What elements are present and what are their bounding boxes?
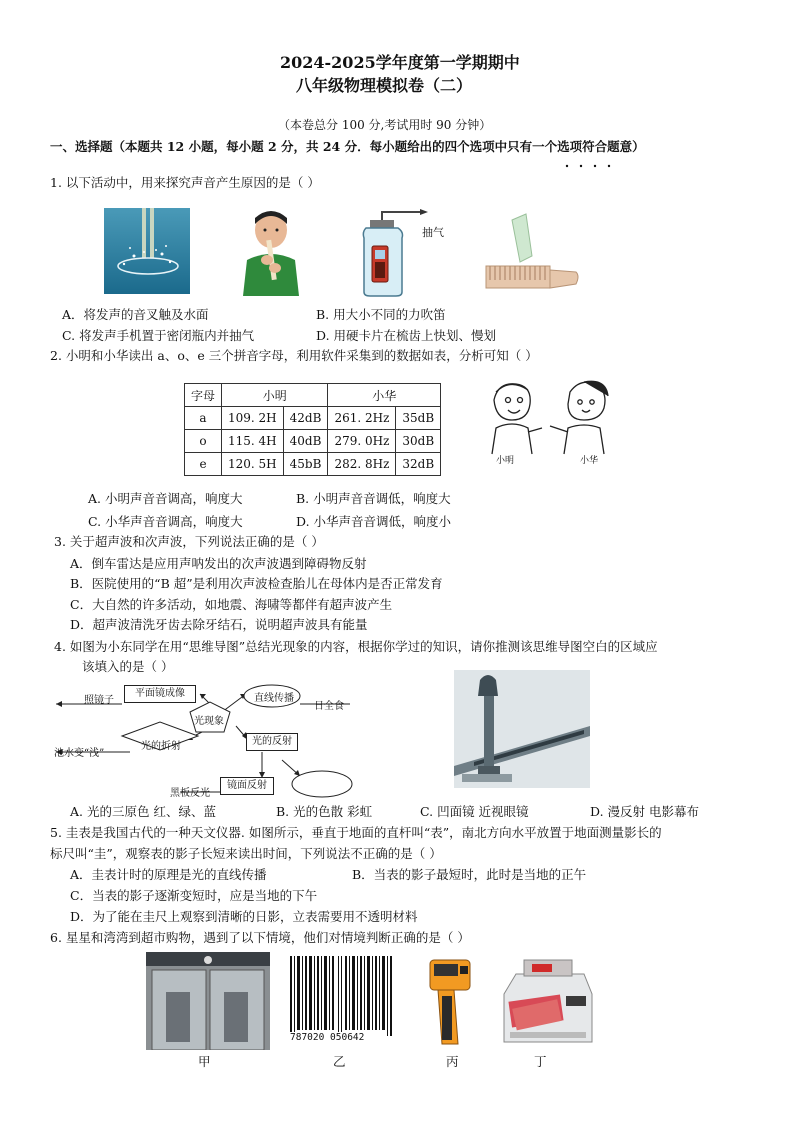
table-cell: 35dB	[396, 407, 441, 430]
q6-label-ding: 丁	[534, 1054, 547, 1069]
section-heading: 一、选择题（本题共 12 小题，每小题 2 分，共 24 分．每小题给出的四个选项中只有一个选项符合题意）	[50, 139, 645, 154]
q4-stem-line2: 该填入的是（ ）	[82, 659, 174, 674]
table-cell: 32dB	[396, 453, 441, 476]
mindmap-plane-mirror: 平面镜成像	[124, 685, 196, 703]
table-header-cell: 字母	[185, 384, 222, 407]
table-header-row	[185, 384, 441, 407]
q1-option-b: B. 用大小不同的力吹笛	[316, 307, 446, 322]
table-row	[185, 453, 441, 476]
q1-fig-comb-card	[482, 210, 582, 296]
mindmap-straight-line: 直线传播	[254, 693, 294, 704]
q2-fig-label-xiaohua: 小华	[580, 456, 599, 466]
mindmap-blackboard: 黑板反光	[170, 788, 210, 799]
q6-fig-money-counter	[496, 954, 596, 1050]
q1-fig-tuning-fork-water	[104, 208, 190, 294]
mindmap-pool: 池水变“浅”	[54, 748, 105, 759]
q2-option-a: A. 小明声音音调高，响度大	[88, 491, 243, 506]
q5-option-c: C．当表的影子逐渐变短时，应是当地的下午	[70, 888, 318, 903]
table-header-cell: 小明	[222, 384, 328, 407]
table-cell: 30dB	[396, 430, 441, 453]
q2-option-b: B. 小明声音音调低，响度大	[296, 491, 451, 506]
emphasis-dots	[561, 156, 621, 160]
mindmap-refraction: 光的折射	[141, 741, 181, 752]
q2-option-c: C. 小华声音音调高，响度大	[88, 514, 243, 529]
mindmap-specular: 镜面反射	[220, 777, 274, 795]
q6-label-yi: 乙	[333, 1054, 346, 1069]
q3-option-d: D．超声波清洗牙齿去除牙结石，说明超声波具有能量	[70, 617, 368, 632]
q1-option-d: D. 用硬卡片在梳齿上快划、慢划	[316, 328, 497, 343]
q2-option-d: D. 小华声音音调低，响度小	[296, 514, 452, 529]
q6-fig-barcode	[286, 952, 398, 1044]
q5-option-a: A．圭表计时的原理是光的直线传播	[70, 867, 267, 882]
q1-option-c: C. 将发声手机置于密闭瓶内并抽气	[62, 328, 255, 343]
q4-option-d: D. 漫反射 电影幕布	[590, 804, 699, 819]
table-cell: 120. 5H	[222, 453, 284, 476]
q2-fig-two-kids	[484, 378, 614, 456]
q2-fig-label-xiaoming: 小明	[496, 456, 515, 466]
table-cell: 40dB	[283, 430, 328, 453]
q1-fig-boy-flute	[233, 204, 309, 296]
q6-label-bing: 丙	[446, 1054, 459, 1069]
q6-stem: 6. 星星和湾湾到超市购物，遇到了以下情境，他们对情境判断正确的是（ ）	[50, 930, 470, 945]
q4-fig-gnomon-photo	[454, 670, 590, 788]
q3-option-a: A．倒车雷达是应用声呐发出的次声波遇到障碍物反射	[70, 556, 367, 571]
q2-stem: 2. 小明和小华读出 a、o、e 三个拼音字母，利用软件采集到的数据如表，分析可知（ ）	[50, 348, 538, 363]
mindmap-mirror-use: 照镜子	[84, 695, 114, 706]
exam-title-line1: 2024-2025学年度第一学期期中	[280, 53, 520, 72]
q4-option-b: B. 光的色散 彩虹	[276, 804, 373, 819]
q1-fig-phone-jar	[360, 208, 450, 298]
q4-option-c: C. 凹面镜 近视眼镜	[420, 804, 529, 819]
q5-option-b: B．当表的影子最短时，此时是当地的正午	[352, 867, 587, 882]
exam-note: （本卷总分 100 分,考试用时 90 分钟）	[278, 118, 492, 132]
q5-option-d: D．为了能在圭尺上观察到清晰的日影，立表需要用不透明材料	[70, 909, 418, 924]
q6-fig-automatic-door	[146, 952, 270, 1050]
q6-fig-infrared-thermometer	[424, 956, 478, 1048]
q4-stem-line1: 4. 如图为小东同学在用“思维导图”总结光现象的内容，根据你学过的知识，请你推测该思维导图空白的区域应	[54, 639, 658, 654]
table-row	[185, 407, 441, 430]
table-cell: 282. 8Hz	[328, 453, 396, 476]
table-cell: 42dB	[283, 407, 328, 430]
q1-figure-label-pump: 抽气	[422, 226, 444, 239]
q4-option-a: A. 光的三原色 红、绿、蓝	[70, 804, 216, 819]
q3-option-c: C．大自然的许多活动，如地震、海啸等都伴有超声波产生	[70, 597, 393, 612]
table-cell: 115. 4H	[222, 430, 284, 453]
table-cell: e	[185, 453, 222, 476]
mindmap-reflection: 光的反射	[246, 733, 298, 751]
barcode-digits: 787020 050642	[290, 1032, 365, 1043]
table-cell: 109. 2H	[222, 407, 284, 430]
q3-stem: 3. 关于超声波和次声波，下列说法正确的是（ ）	[54, 534, 324, 549]
table-cell: 45bB	[283, 453, 328, 476]
table-header-cell: 小华	[328, 384, 441, 407]
table-row	[185, 430, 441, 453]
table-cell: 279. 0Hz	[328, 430, 396, 453]
table-cell: o	[185, 430, 222, 453]
mindmap-center: 光现象	[194, 716, 224, 727]
q5-stem-line1: 5. 圭表是我国古代的一种天文仪器. 如图所示，垂直于地面的直杆叫“表”，南北方向水平放置于地面测量影长的	[50, 825, 662, 840]
q1-option-a: A．将发声的音叉触及水面	[62, 307, 209, 322]
q3-option-b: B．医院使用的“B 超”是利用次声波检查胎儿在母体内是否正常发育	[70, 576, 443, 591]
table-cell: a	[185, 407, 222, 430]
mindmap-eclipse: 日全食	[314, 701, 344, 712]
table-cell: 261. 2Hz	[328, 407, 396, 430]
exam-title-line2: 八年级物理模拟卷（二）	[296, 76, 473, 95]
q5-stem-line2: 标尺叫“圭”，观察表的影子长短来读出时间，下列说法不正确的是（ ）	[50, 846, 442, 861]
q6-label-jia: 甲	[198, 1054, 211, 1069]
q2-data-table	[184, 383, 441, 476]
q1-stem: 1. 以下活动中，用来探究声音产生原因的是（ ）	[50, 175, 320, 190]
